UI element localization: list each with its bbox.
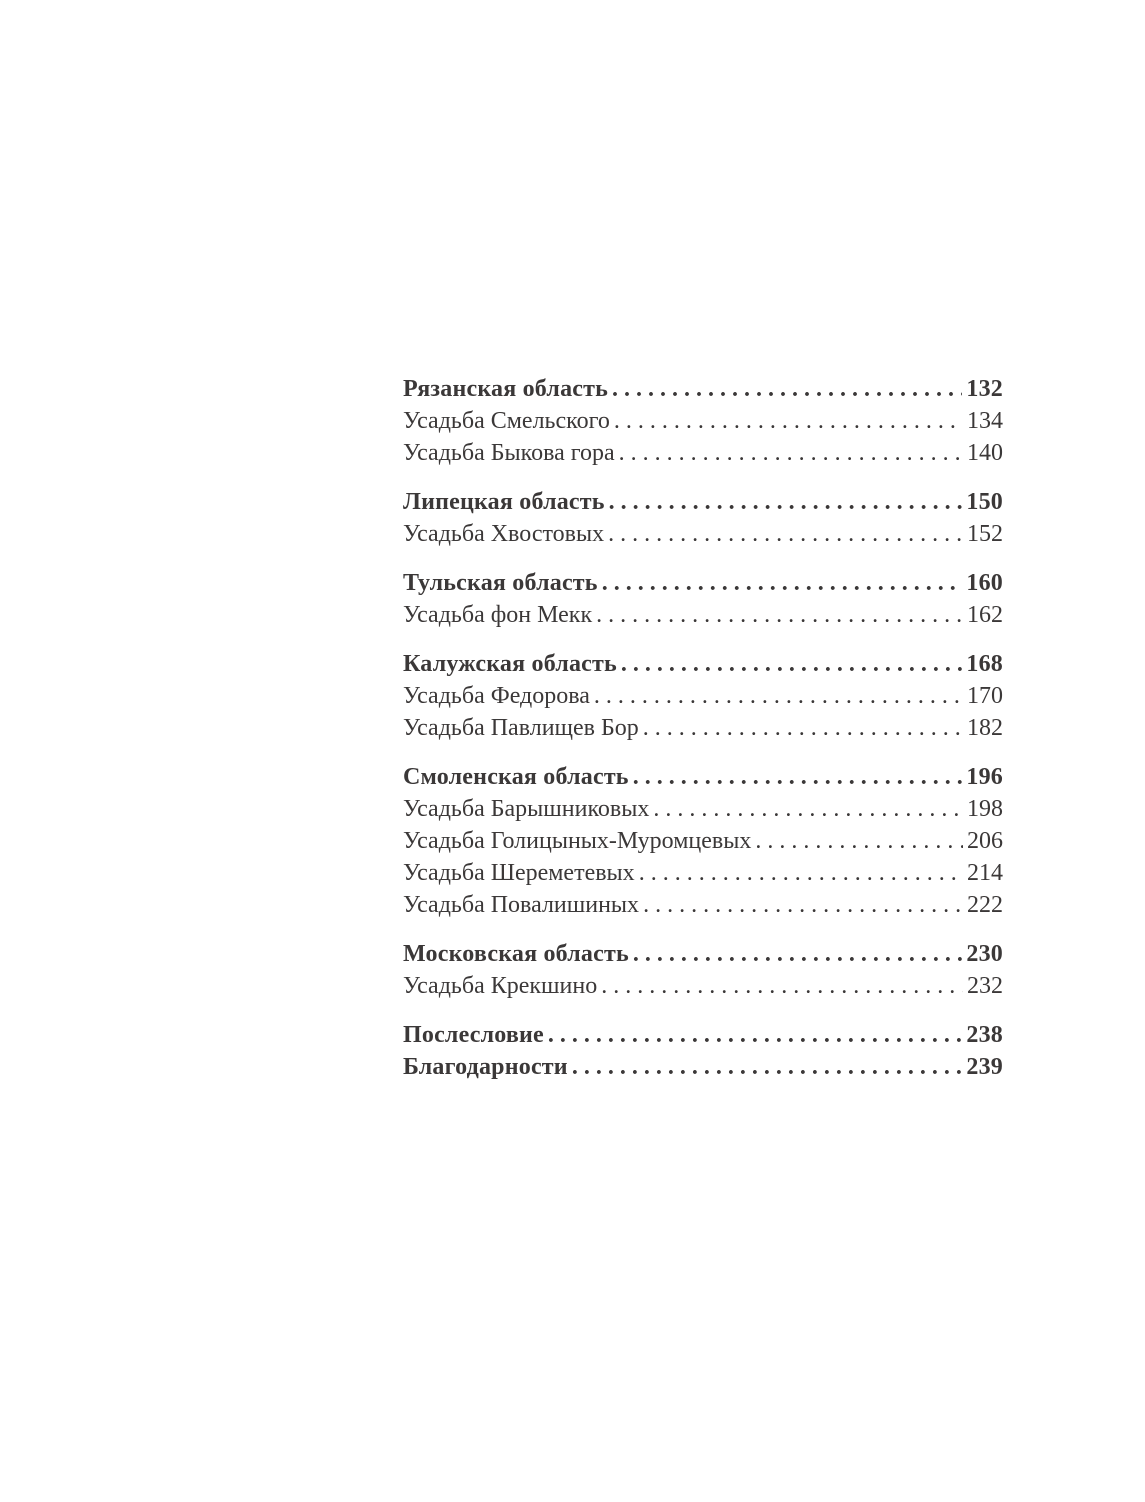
- toc-section: [403, 486, 1003, 550]
- toc-entry-title: Усадьба фон Мекк: [403, 602, 593, 628]
- page-number: 222: [967, 892, 1003, 918]
- toc-heading-title: Послесловие: [403, 1022, 544, 1048]
- page-number: 160: [966, 570, 1003, 596]
- page-number: 150: [966, 489, 1003, 515]
- toc-entry-title: Усадьба Хвостовых: [403, 521, 605, 547]
- toc-heading-row[interactable]: [403, 486, 1003, 518]
- dot-leader: [755, 825, 963, 857]
- toc-heading-row[interactable]: [403, 567, 1003, 599]
- toc-entry-title: Усадьба Шереметевых: [403, 860, 635, 886]
- dot-leader: [633, 761, 963, 793]
- dot-leader: [619, 437, 963, 469]
- page-number: 168: [966, 651, 1003, 677]
- toc-final-section: [403, 1019, 1003, 1083]
- toc-entry-row[interactable]: [403, 889, 1003, 921]
- toc-entry-row[interactable]: [403, 857, 1003, 889]
- toc-entry-row[interactable]: [403, 825, 1003, 857]
- toc-entry-title: Усадьба Федорова: [403, 683, 590, 709]
- toc-section: [403, 648, 1003, 744]
- toc-entry-title: Усадьба Барышниковых: [403, 796, 650, 822]
- table-of-contents: [403, 373, 1003, 1100]
- toc-section: [403, 567, 1003, 631]
- page-number: 238: [966, 1022, 1003, 1048]
- dot-leader: [609, 486, 963, 518]
- toc-entry-row[interactable]: [403, 599, 1003, 631]
- page-number: 132: [966, 376, 1003, 402]
- toc-entry-title: Усадьба Смельского: [403, 408, 610, 434]
- toc-heading-row[interactable]: [403, 938, 1003, 970]
- toc-heading-row[interactable]: [403, 373, 1003, 405]
- toc-section: [403, 373, 1003, 469]
- dot-leader: [608, 518, 963, 550]
- dot-leader: [596, 599, 963, 631]
- toc-heading-title: Тульская область: [403, 570, 598, 596]
- toc-section: [403, 761, 1003, 921]
- toc-heading-title: Рязанская область: [403, 376, 608, 402]
- toc-entry-title: Усадьба Голицыных-Муромцевых: [403, 828, 752, 854]
- toc-entry-row[interactable]: [403, 405, 1003, 437]
- toc-entry-title: Усадьба Павлищев Бор: [403, 715, 639, 741]
- toc-entry-row[interactable]: [403, 437, 1003, 469]
- page-number: 230: [966, 941, 1003, 967]
- page-number: 206: [967, 828, 1003, 854]
- page-number: 214: [967, 860, 1003, 886]
- toc-entry-row[interactable]: [403, 793, 1003, 825]
- toc-heading-row[interactable]: [403, 648, 1003, 680]
- toc-entry-title: Усадьба Крекшино: [403, 973, 598, 999]
- dot-leader: [548, 1019, 962, 1051]
- page-number: 134: [967, 408, 1003, 434]
- dot-leader: [614, 405, 963, 437]
- toc-entry-title: Усадьба Повалишиных: [403, 892, 640, 918]
- toc-heading-title: Липецкая область: [403, 489, 605, 515]
- page-number: 182: [967, 715, 1003, 741]
- toc-entry-row[interactable]: [403, 712, 1003, 744]
- page-number: 239: [966, 1054, 1003, 1080]
- dot-leader: [653, 793, 963, 825]
- toc-entry-row[interactable]: [403, 680, 1003, 712]
- page-number: 152: [967, 521, 1003, 547]
- page-number: 170: [967, 683, 1003, 709]
- toc-heading-row[interactable]: [403, 761, 1003, 793]
- toc-entry-row[interactable]: [403, 518, 1003, 550]
- dot-leader: [643, 712, 963, 744]
- page-number: 162: [967, 602, 1003, 628]
- dot-leader: [594, 680, 963, 712]
- toc-section: [403, 938, 1003, 1002]
- toc-heading-title: Благодарности: [403, 1054, 568, 1080]
- page-number: 198: [967, 796, 1003, 822]
- toc-entry-title: Усадьба Быкова гора: [403, 440, 615, 466]
- dot-leader: [639, 857, 963, 889]
- toc-heading-title: Московская область: [403, 941, 629, 967]
- page-number: 196: [966, 764, 1003, 790]
- dot-leader: [612, 373, 962, 405]
- dot-leader: [572, 1051, 963, 1083]
- toc-entry-row[interactable]: [403, 970, 1003, 1002]
- dot-leader: [602, 567, 963, 599]
- page-number: 232: [967, 973, 1003, 999]
- toc-heading-title: Смоленская область: [403, 764, 629, 790]
- dot-leader: [643, 889, 963, 921]
- dot-leader: [621, 648, 962, 680]
- dot-leader: [633, 938, 963, 970]
- page-number: 140: [967, 440, 1003, 466]
- toc-heading-row[interactable]: [403, 1051, 1003, 1083]
- toc-heading-title: Калужская область: [403, 651, 617, 677]
- toc-heading-row[interactable]: [403, 1019, 1003, 1051]
- dot-leader: [601, 970, 963, 1002]
